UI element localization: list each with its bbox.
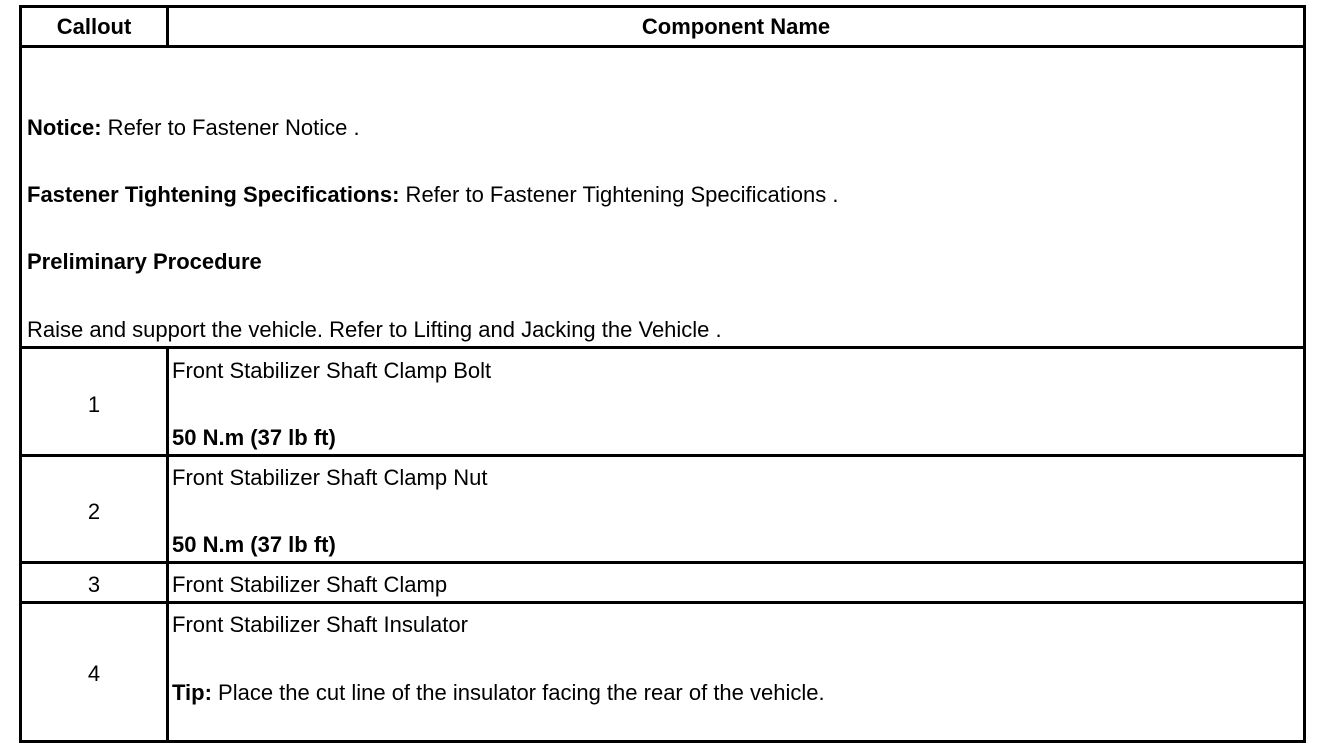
- header-column-divider: [166, 8, 169, 48]
- notice-text: Refer to Fastener Notice .: [101, 115, 360, 140]
- raise-instruction: Raise and support the vehicle. Refer to Lifting and Jacking the Vehicle .: [27, 317, 722, 342]
- spec-text: Refer to Fastener Tightening Specifications .: [399, 182, 839, 207]
- row-4-callout: 4: [87, 661, 101, 686]
- tip-label: Tip:: [172, 680, 212, 705]
- header-component-name: Component Name: [641, 14, 831, 39]
- row-4-tip: [172, 680, 825, 706]
- spec-line: [27, 182, 838, 208]
- body-column-divider: [166, 346, 169, 740]
- row-1-callout: 1: [87, 392, 101, 417]
- row-divider: [22, 454, 1303, 457]
- row-2-name: Front Stabilizer Shaft Clamp Nut: [172, 465, 488, 490]
- row-1-torque: 50 N.m (37 lb ft): [172, 425, 336, 450]
- row-divider: [22, 561, 1303, 564]
- preliminary-heading: Preliminary Procedure: [27, 249, 262, 274]
- row-4-name: Front Stabilizer Shaft Insulator: [172, 612, 468, 637]
- tip-text: Place the cut line of the insulator facing the rear of the vehicle.: [211, 680, 825, 705]
- spec-label: Fastener Tightening Specifications:: [27, 182, 400, 207]
- header-divider: [22, 45, 1303, 48]
- row-2-torque: 50 N.m (37 lb ft): [172, 532, 336, 557]
- row-3-callout: 3: [87, 572, 101, 597]
- component-table: [19, 5, 1306, 743]
- row-3-name: Front Stabilizer Shaft Clamp: [172, 572, 448, 597]
- row-divider: [22, 601, 1303, 604]
- notice-label: Notice:: [27, 115, 102, 140]
- intro-divider: [22, 346, 1303, 349]
- header-callout: Callout: [56, 14, 132, 39]
- row-2-callout: 2: [87, 499, 101, 524]
- row-1-name: Front Stabilizer Shaft Clamp Bolt: [172, 358, 492, 383]
- notice-line: [27, 115, 360, 141]
